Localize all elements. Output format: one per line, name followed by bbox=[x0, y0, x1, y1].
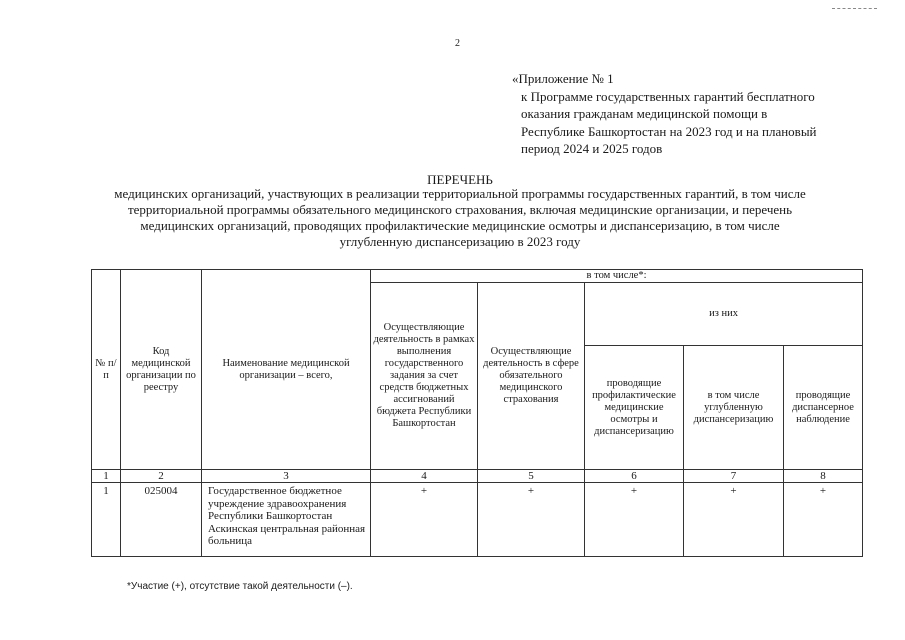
row-budget-mark: + bbox=[371, 483, 478, 557]
appendix-line: Республике Башкортостан на 2023 год и на плановый bbox=[521, 123, 817, 139]
column-number: 2 bbox=[121, 470, 202, 483]
header-disp: проводящие диспансерное наблюдение bbox=[784, 346, 863, 470]
header-oms: Осуществляющие деятельность в сфере обязательного медицинского страхования bbox=[478, 283, 585, 470]
subheading-line: медицинских организаций, проводящих профилактические медицинские осмотры и диспансеризацию, в том числе bbox=[140, 218, 780, 233]
subheading-line: территориальной программы обязательного медицинского страхования, включая медицинские организации, и перечень bbox=[127, 202, 793, 217]
row-prof-mark: + bbox=[585, 483, 684, 557]
document-heading: ПЕРЕЧЕНЬ bbox=[427, 172, 493, 187]
column-number-row bbox=[92, 470, 863, 483]
row-disp-mark: + bbox=[784, 483, 863, 557]
appendix-line: к Программе государственных гарантий бесплатного bbox=[521, 88, 815, 104]
header-of-them: из них bbox=[585, 283, 863, 346]
footnote: *Участие (+), отсутствие такой деятельности (–). bbox=[127, 581, 353, 592]
column-number: 5 bbox=[478, 470, 585, 483]
column-number: 6 bbox=[585, 470, 684, 483]
row-code: 025004 bbox=[121, 483, 202, 557]
header-budget: Осуществляющие деятельность в рамках выполнения государственного задания за счет средств бюджетных ассигнований бюджета Республики Башкортостан bbox=[371, 283, 478, 470]
column-number: 1 bbox=[92, 470, 121, 483]
table-row bbox=[92, 483, 863, 557]
header-name: Наименование медицинской организации – всего, bbox=[202, 270, 371, 470]
header-deep: в том числе углубленную диспансеризацию bbox=[684, 346, 784, 470]
header-including: в том числе*: bbox=[371, 270, 863, 283]
header-prof: проводящие профилактические медицинские осмотры и диспансеризацию bbox=[585, 346, 684, 470]
document-subheading bbox=[80, 186, 840, 250]
header-num: № п/п bbox=[92, 270, 121, 470]
appendix-line: «Приложение № 1 bbox=[512, 71, 614, 86]
appendix-line: оказания гражданам медицинской помощи в bbox=[521, 106, 768, 121]
page-number: 2 bbox=[455, 38, 460, 49]
column-number: 8 bbox=[784, 470, 863, 483]
organizations-table bbox=[91, 269, 863, 557]
appendix-block bbox=[512, 70, 872, 158]
row-deep-mark: + bbox=[684, 483, 784, 557]
scan-mark bbox=[832, 8, 877, 11]
subheading-line: медицинских организаций, участвующих в реализации территориальной программы государственных гарантий, в том числе bbox=[114, 186, 806, 201]
row-oms-mark: + bbox=[478, 483, 585, 557]
row-org-name: Государственное бюджетное учреждение здравоохранения Республики Башкортостан Аскинская центральная районная больница bbox=[202, 483, 371, 557]
appendix-line: период 2024 и 2025 годов bbox=[521, 141, 663, 156]
subheading-line: углубленную диспансеризацию в 2023 году bbox=[339, 234, 581, 249]
column-number: 4 bbox=[371, 470, 478, 483]
row-num: 1 bbox=[92, 483, 121, 557]
column-number: 7 bbox=[684, 470, 784, 483]
header-code: Код медицинской организации по реестру bbox=[121, 270, 202, 470]
column-number: 3 bbox=[202, 470, 371, 483]
